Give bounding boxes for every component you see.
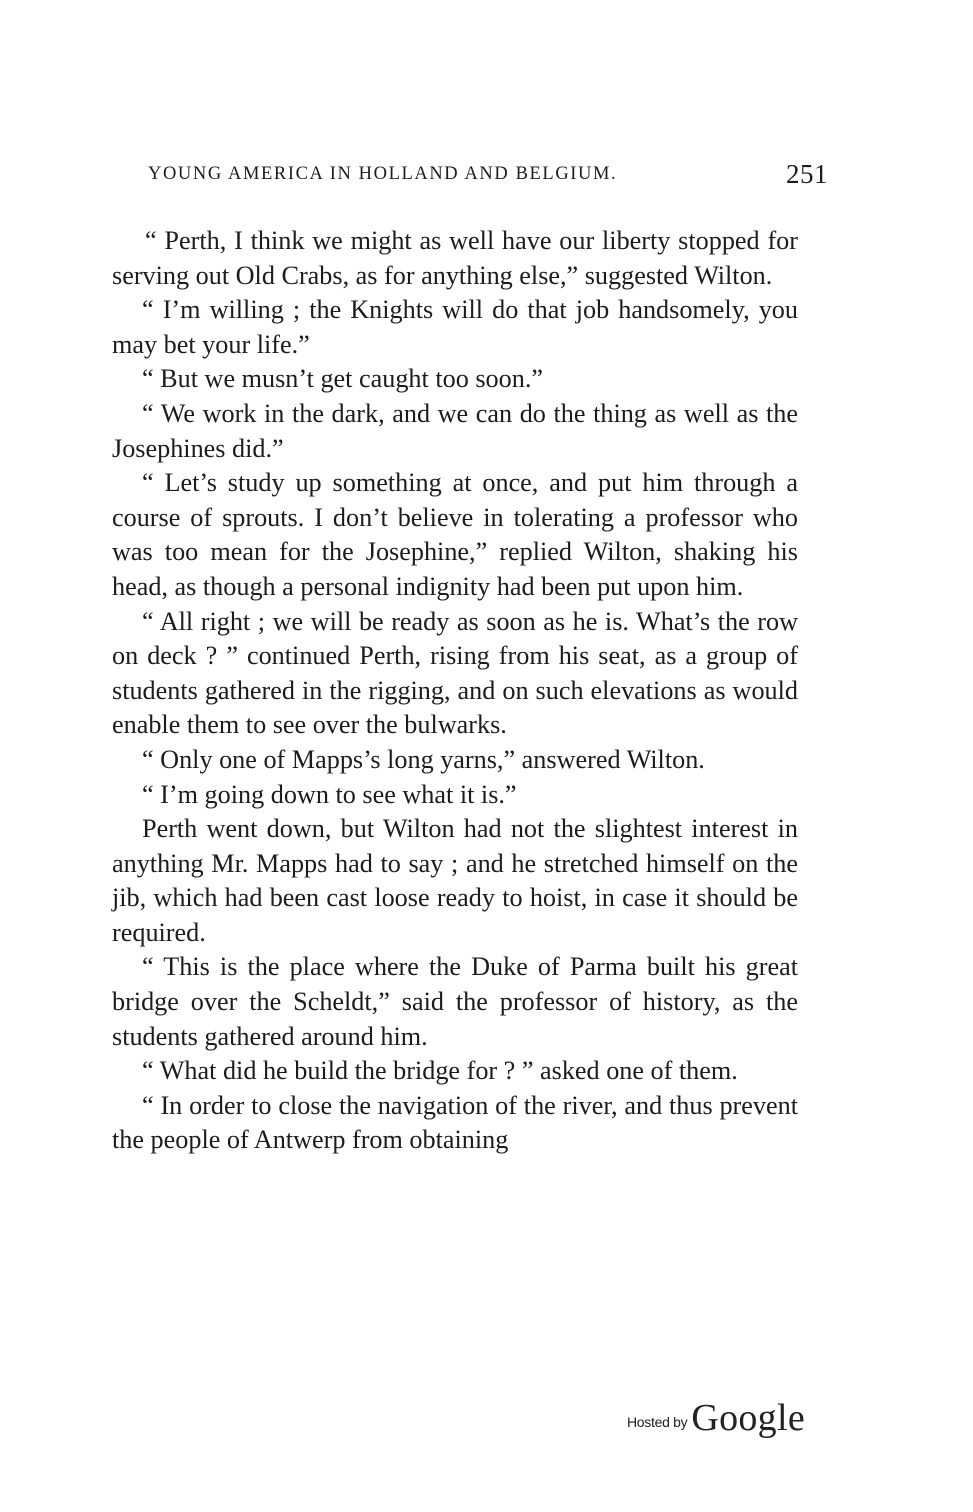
body-text — [112, 224, 798, 1158]
running-head — [148, 159, 828, 194]
google-logo: Google — [691, 1397, 806, 1439]
paragraph: “ We work in the dark, and we can do the thing as well as the Josephines did.” — [112, 398, 798, 463]
hosted-by-google-watermark — [627, 1396, 805, 1440]
paragraph: “ In order to close the navigation of the river, and thus prevent the people of Antwerp from obtaining — [112, 1090, 798, 1155]
paragraph: “ But we musn’t get caught too soon.” — [142, 364, 543, 394]
paragraph: “ This is the place where the Duke of Parma built his great bridge over the Scheldt,” said the professor of history, as the students gathered around him. — [112, 952, 798, 1051]
paragraph: “ All right ; we will be ready as soon as he is. What’s the row on deck ? ” continued Perth, rising from his seat, as a group of students gathered in the rigging, and on such elevations as would enable them to see over the bulwarks. — [112, 606, 798, 740]
paragraph: “ I’m going down to see what it is.” — [142, 779, 517, 809]
paragraph: “ Only one of Mapps’s long yarns,” answered Wilton. — [142, 744, 705, 774]
hosted-by-label: Hosted by — [627, 1414, 688, 1430]
page-number: 251 — [786, 159, 828, 189]
paragraph: “ What did he build the bridge for ? ” asked one of them. — [142, 1056, 738, 1086]
paragraph: Perth went down, but Wilton had not the slightest interest in anything Mr. Mapps had to say ; and he stretched himself on the jib, which had been cast loose ready to hoist, in case it should be required. — [112, 814, 798, 947]
paragraph: “ I’m willing ; the Knights will do that job handsomely, you may bet your life.” — [112, 295, 798, 359]
paragraph: “ Let’s study up something at once, and put him through a course of sprouts. I don’t believe in tolerating a professor who was too mean for the Josephine,” replied Wilton, shaking his head, as though a personal indignity had been put upon him. — [112, 468, 798, 601]
paragraph: “ Perth, I think we might as well have our liberty stopped for serving out Old Crabs, as for anything else,” suggested Wilton. — [112, 226, 798, 290]
running-title: YOUNG AMERICA IN HOLLAND AND BELGIUM. — [148, 164, 618, 184]
